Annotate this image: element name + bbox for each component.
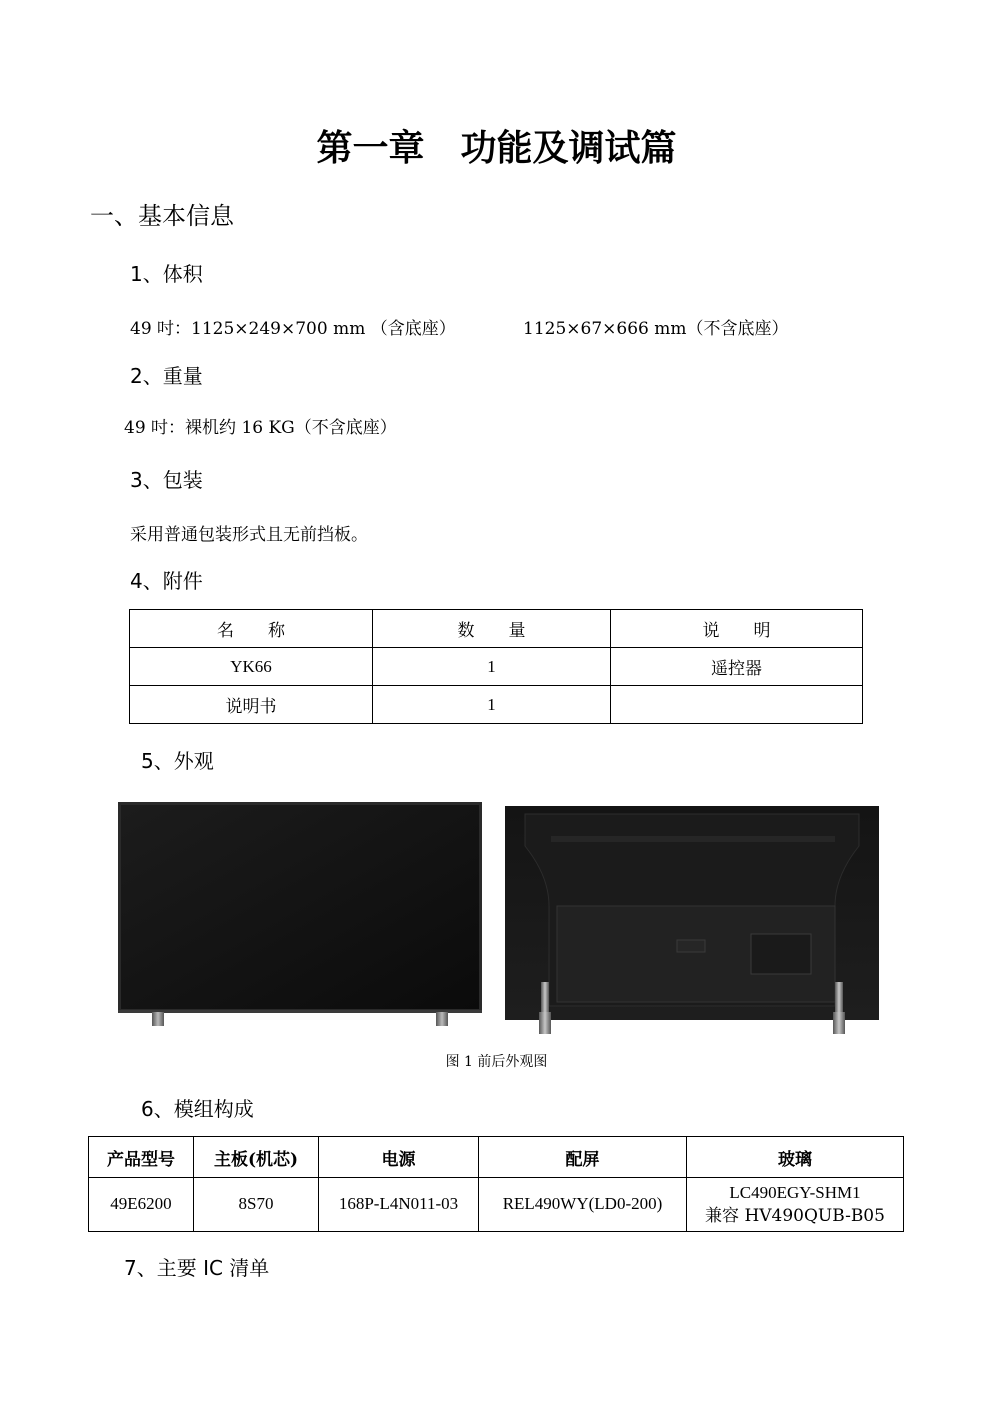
- table-header-cell: 数 量: [373, 610, 611, 648]
- tv-rear-image: [505, 806, 879, 1036]
- weight-text: 49 吋：裸机约 16 KG（不含底座）: [124, 418, 397, 438]
- table-row: [130, 686, 863, 724]
- heading-weight: 2、重量: [130, 364, 203, 388]
- table-cell: 1: [373, 686, 611, 724]
- table-header-row: [89, 1137, 904, 1178]
- heading-ic-list: 7、主要 IC 清单: [124, 1256, 270, 1280]
- table-header-row: [130, 610, 863, 648]
- packaging-text: 采用普通包装形式且无前挡板。: [130, 525, 368, 545]
- heading-volume: 1、体积: [130, 262, 203, 286]
- volume-without-stand: 1125×67×666 mm（不含底座）: [523, 319, 789, 339]
- table-header-cell: 产品型号: [89, 1137, 194, 1178]
- heading-packaging: 3、包装: [130, 468, 203, 492]
- table-cell: YK66: [130, 648, 373, 686]
- table-header-cell: 主板(机芯): [194, 1137, 319, 1178]
- table-header-cell: 说 明: [611, 610, 863, 648]
- accessories-table: [129, 609, 863, 724]
- table-cell-screen: REL490WY(LD0-200): [479, 1178, 687, 1232]
- section-heading-basic-info: 一、基本信息: [90, 202, 234, 230]
- table-cell-power: 168P-L4N011-03: [319, 1178, 479, 1232]
- table-row: [130, 648, 863, 686]
- heading-accessories: 4、附件: [130, 569, 203, 593]
- table-cell: [611, 686, 863, 724]
- heading-appearance: 5、外观: [141, 749, 214, 773]
- tv-front-image: [118, 802, 482, 1030]
- table-cell: 说明书: [130, 686, 373, 724]
- volume-with-stand: 49 吋：1125×249×700 mm （含底座）: [130, 319, 456, 339]
- table-cell-model: 49E6200: [89, 1178, 194, 1232]
- modules-table: [88, 1136, 904, 1232]
- figure-caption: 图 1 前后外观图: [445, 1054, 548, 1070]
- table-header-cell: 电源: [319, 1137, 479, 1178]
- glass-compatible: 兼容 HV490QUB-B05: [705, 1205, 885, 1226]
- table-row: [89, 1178, 904, 1232]
- table-cell-board: 8S70: [194, 1178, 319, 1232]
- table-cell-glass: [687, 1178, 904, 1232]
- table-header-cell: 玻璃: [687, 1137, 904, 1178]
- heading-modules: 6、模组构成: [141, 1097, 254, 1121]
- table-cell: 遥控器: [611, 648, 863, 686]
- table-header-cell: 配屏: [479, 1137, 687, 1178]
- table-header-cell: 名 称: [130, 610, 373, 648]
- glass-primary: LC490EGY-SHM1: [729, 1182, 861, 1202]
- chapter-title: 第一章 功能及调试篇: [316, 128, 677, 169]
- table-cell: 1: [373, 648, 611, 686]
